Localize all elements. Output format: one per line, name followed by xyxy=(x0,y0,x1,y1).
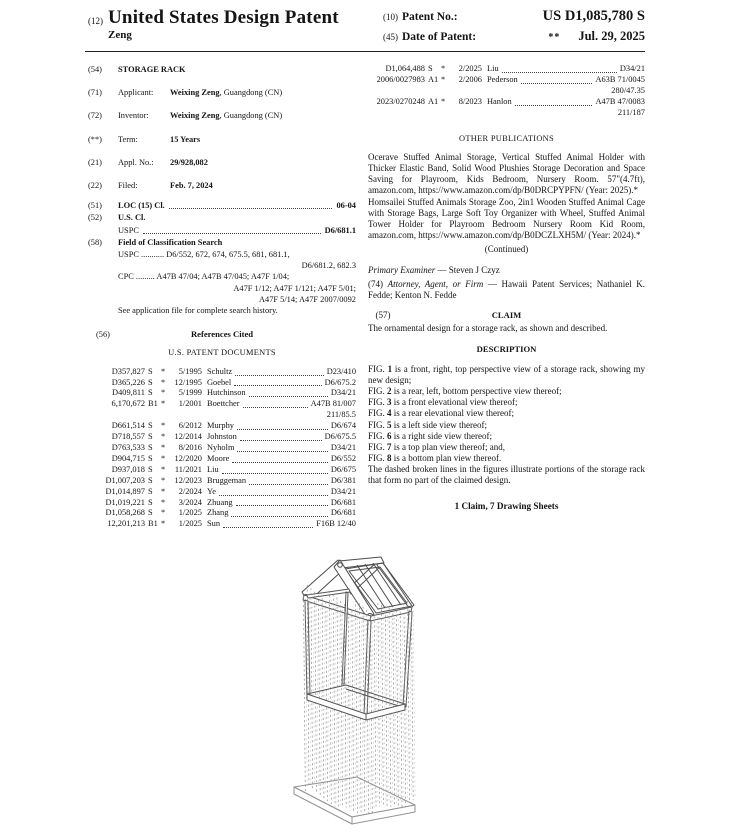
field-uspc-line: D6/681.2, 682.3 xyxy=(301,261,356,271)
dot-leader xyxy=(243,407,308,408)
fig-number: 5 xyxy=(384,419,392,430)
kind-code: (12) xyxy=(88,16,103,26)
reference-date: 2/2025 xyxy=(458,64,482,73)
claim-heading xyxy=(368,310,645,321)
continued-note: (Continued) xyxy=(484,244,529,255)
other-publications-heading: OTHER PUBLICATIONS xyxy=(459,133,554,143)
reference-number: D1,007,203 xyxy=(105,475,145,485)
reference-date: 12/2014 xyxy=(174,432,202,442)
field-appl-no xyxy=(88,157,356,168)
dot-leader xyxy=(219,495,328,496)
reference-kind-code: S xyxy=(148,497,153,507)
reference-kind-code: S xyxy=(148,464,153,474)
patent-no-code: (10) xyxy=(383,12,398,22)
reference-classification: D34/21 xyxy=(330,388,356,398)
invention-title: STORAGE RACK xyxy=(118,65,186,74)
reference-kind-code: A1 xyxy=(428,74,439,84)
figure-description-line xyxy=(368,431,645,442)
fig-prefix: FIG. xyxy=(368,430,385,441)
reference-star: * xyxy=(161,453,166,463)
fig-number: 1 xyxy=(384,364,393,375)
dot-leader xyxy=(143,233,321,234)
reference-star: * xyxy=(161,388,166,398)
reference-star: * xyxy=(161,377,166,387)
reference-number: D661,514 xyxy=(111,421,145,431)
field-code: (52) xyxy=(88,213,102,223)
header-rule xyxy=(85,51,645,52)
reference-row xyxy=(88,443,356,454)
reference-star: * xyxy=(161,432,166,442)
reference-kind-code: S xyxy=(148,388,153,398)
uspc-value: D6/681.1 xyxy=(324,225,356,235)
reference-classification: D34/21 xyxy=(330,486,356,496)
primary-examiner-line xyxy=(368,265,645,276)
reference-row xyxy=(88,454,356,465)
reference-kind-code: S xyxy=(148,432,153,442)
fig-text: is a right side view thereof; xyxy=(391,430,492,441)
figure-description-line xyxy=(368,453,645,464)
field-code: (54) xyxy=(88,65,102,74)
reference-classification: A47B 47/0083 xyxy=(595,96,645,106)
reference-number: D409,811 xyxy=(112,388,145,398)
applicant-location: , Guangdong (CN) xyxy=(219,88,283,98)
reference-row xyxy=(88,378,356,389)
publication-reference: Homsailei Stuffed Animals Storage Zoo, 2in1 Wooden Stuffed Animal Cage with Storage Bags, Large Soft Toy Organizer with Wheel, Stuffed Animal Tower Holder for Playroom Bedroom Nursery Room Kid Room, amazon.com, https://www.amazon.com/dp/B0DCZLXH5M/ (Year: 2024).* xyxy=(368,197,645,241)
inventor-surname: Zeng xyxy=(108,29,132,41)
reference-classification: D6/674 xyxy=(330,421,356,431)
reference-classification: F16B 12/40 xyxy=(316,519,356,529)
reference-date: 1/2025 xyxy=(178,519,202,529)
reference-name: Zhuang xyxy=(207,497,233,507)
inventor-location: , Guangdong (CN) xyxy=(219,111,283,121)
reference-classification: D6/552 xyxy=(330,453,356,463)
reference-kind-code: S xyxy=(148,475,153,485)
dot-leader xyxy=(236,505,328,506)
reference-classification: 211/85.5 xyxy=(326,410,356,420)
figure-description-line xyxy=(368,397,645,408)
reference-classification: D34/21 xyxy=(330,443,356,452)
dot-leader xyxy=(237,451,327,452)
dot-leader xyxy=(234,385,321,386)
references-heading xyxy=(88,329,356,340)
field-term xyxy=(88,134,356,145)
reference-star: * xyxy=(161,475,166,485)
classification-block xyxy=(88,200,356,316)
reference-date: 2/2006 xyxy=(458,74,482,84)
field-code: (**) xyxy=(88,134,102,144)
reference-classification: D6/675.5 xyxy=(324,432,356,442)
reference-name: Bruggeman xyxy=(207,475,247,485)
fig-prefix: FIG. xyxy=(368,397,385,408)
us-patent-documents-heading: U.S. PATENT DOCUMENTS xyxy=(168,348,276,358)
storage-rack-perspective-figure xyxy=(254,556,500,833)
reference-name: Schultz xyxy=(207,366,233,376)
fig-number: 2 xyxy=(384,386,392,397)
field-code: (57) xyxy=(375,309,391,320)
loc-value: 06-04 xyxy=(336,201,356,211)
reference-classification: D6/675.2 xyxy=(324,377,356,387)
attorney-label: Attorney, Agent, or Firm xyxy=(387,278,484,289)
reference-name: Nyholm xyxy=(207,443,235,452)
field-cpc-line: CPC ......... A47B 47/04; A47B 47/045; A47F 1/04; xyxy=(118,272,290,282)
fig-number: 6 xyxy=(384,430,392,441)
reference-number: D365,226 xyxy=(111,377,145,387)
reference-kind-code: S xyxy=(148,443,153,452)
dot-leader xyxy=(223,527,313,528)
inventor-name: Weixing Zeng xyxy=(170,111,220,121)
reference-name: Hanlon xyxy=(487,96,512,106)
dot-leader xyxy=(521,83,593,84)
reference-kind-code: S xyxy=(148,453,153,463)
inventor-label: Inventor: xyxy=(118,111,149,121)
base-board xyxy=(294,777,415,824)
reference-name: Sun xyxy=(207,519,221,529)
figure-description-line xyxy=(368,386,645,397)
patent-date: Jul. 29, 2025 xyxy=(578,29,645,43)
figure-description-line xyxy=(368,408,645,419)
reference-row-continuation xyxy=(368,108,645,119)
field-search-row xyxy=(88,237,356,248)
loc-class-row xyxy=(88,200,356,211)
reference-date: 1/2001 xyxy=(178,399,202,409)
reference-classification: D34/21 xyxy=(619,64,645,73)
field-code: (56) xyxy=(96,330,110,340)
term-stars: ** xyxy=(548,32,561,43)
attorney-names: — Hawaii Patent Services; Nathaniel K. Fedde; Kenton N. Fedde xyxy=(368,278,646,300)
fig-number: 4 xyxy=(384,408,392,419)
description-title: DESCRIPTION xyxy=(476,343,537,354)
primary-examiner-name: — Steven J Czyz xyxy=(437,265,500,276)
field-code: (72) xyxy=(88,111,102,121)
reference-date: 1/2025 xyxy=(178,508,202,518)
reference-row-continuation xyxy=(368,86,645,97)
field-uspc-line: USPC ........... D6/552, 672, 674, 675.5, 681, 681.1, xyxy=(118,250,290,260)
description-heading xyxy=(368,344,645,355)
patent-number: US D1,085,780 S xyxy=(542,8,645,24)
reference-name: Moore xyxy=(207,453,230,463)
field-code: (71) xyxy=(88,88,102,98)
reference-row xyxy=(368,97,645,108)
dot-leader xyxy=(235,375,324,376)
claim-title: CLAIM xyxy=(491,309,522,320)
field-filed xyxy=(88,180,356,191)
reference-date: 12/2023 xyxy=(174,475,202,485)
reference-number: D904,715 xyxy=(111,453,145,463)
uspc-label: USPC xyxy=(118,225,139,235)
dot-leader xyxy=(231,516,327,517)
fig-prefix: FIG. xyxy=(368,364,385,375)
reference-classification: D6/675 xyxy=(330,464,356,474)
fig-text: is a left side view thereof; xyxy=(391,419,487,430)
field-code: (51) xyxy=(88,201,102,211)
reference-row xyxy=(368,64,645,75)
dot-leader xyxy=(240,440,322,441)
us-class-row xyxy=(88,212,356,223)
reference-kind-code: A1 xyxy=(428,96,439,106)
reference-classification: D6/681 xyxy=(330,497,356,507)
patent-header xyxy=(88,8,645,48)
reference-number: 12,201,213 xyxy=(107,519,145,529)
applicant-name: Weixing Zeng xyxy=(170,88,220,98)
reference-number: D718,557 xyxy=(111,432,145,442)
reference-row xyxy=(88,476,356,487)
filed-label: Filed: xyxy=(118,181,138,191)
primary-examiner-label: Primary Examiner xyxy=(368,265,436,276)
reference-row xyxy=(88,498,356,509)
reference-star: * xyxy=(441,96,446,106)
reference-row xyxy=(88,432,356,443)
reference-number: D357,827 xyxy=(111,366,145,376)
attorney-line xyxy=(368,279,645,301)
reference-name: Murphy xyxy=(207,421,234,431)
reference-star: * xyxy=(161,464,166,474)
reference-star: * xyxy=(161,399,166,409)
reference-star: * xyxy=(161,366,166,376)
fig-number: 7 xyxy=(384,441,392,452)
figure-description-line xyxy=(368,420,645,431)
term-value: 15 Years xyxy=(170,134,201,144)
reference-row xyxy=(88,508,356,519)
fig-text: is a rear elevational view thereof; xyxy=(391,408,514,419)
term-label: Term: xyxy=(118,134,138,144)
fig-number: 3 xyxy=(384,397,392,408)
us-patent-table-right xyxy=(368,64,645,119)
claim-text: The ornamental design for a storage rack, as shown and described. xyxy=(368,322,608,333)
reference-star: * xyxy=(441,74,446,84)
fig-prefix: FIG. xyxy=(368,408,385,419)
field-inventor xyxy=(88,110,356,121)
reference-kind-code: S xyxy=(428,64,433,73)
dot-leader xyxy=(237,429,328,430)
date-code: (45) xyxy=(383,32,398,42)
reference-kind-code: B1 xyxy=(148,519,158,529)
publication-reference: Ocerave Stuffed Animal Storage, Vertical Stuffed Animal Holder with Thicker Elastic Band, Solid Wood Plushies Storage Decoration and Space Saving for Playroom, Kids Bedroom, Nursery Room. 57"(4.7ft), amazon.com, https://www.amazon.com/dp/B0DRCPYPFN/ (Year: 2025).* xyxy=(368,151,645,195)
reference-number: D1,019,221 xyxy=(105,497,145,507)
reference-classification: 280/47.35 xyxy=(611,85,645,95)
figure-storage-rack-drawing xyxy=(254,556,500,833)
reference-number: D1,058,268 xyxy=(105,508,145,518)
field-code: (22) xyxy=(88,181,102,191)
reference-row xyxy=(368,75,645,86)
reference-row xyxy=(88,367,356,378)
field-applicant xyxy=(88,87,356,98)
appl-number: 29/928,082 xyxy=(170,157,208,167)
dot-leader xyxy=(169,208,333,209)
broken-lines-note: The dashed broken lines in the figures illustrate portions of the storage rack that form no part of the claimed design. xyxy=(368,463,645,485)
reference-name: Liu xyxy=(207,464,219,474)
inventor-value xyxy=(170,110,282,121)
reference-classification: D6/681 xyxy=(330,508,356,518)
applicant-label: Applicant: xyxy=(118,88,154,98)
reference-number: 2006/0027983 xyxy=(376,74,425,84)
reference-kind-code: S xyxy=(148,377,153,387)
reference-date: 12/2020 xyxy=(174,453,202,463)
dot-leader xyxy=(232,462,328,463)
reference-name: Pederson xyxy=(487,74,518,84)
reference-date: 3/2024 xyxy=(178,497,202,507)
reference-row xyxy=(88,487,356,498)
us-patent-table-left xyxy=(88,367,356,531)
reference-row xyxy=(88,519,356,530)
reference-number: 2023/0270248 xyxy=(376,96,425,106)
reference-name: Goebel xyxy=(207,377,232,387)
reference-classification: 211/187 xyxy=(617,107,645,117)
patent-number-row xyxy=(383,8,645,25)
reference-kind-code: S xyxy=(148,508,153,518)
field-code: (58) xyxy=(88,237,102,247)
dot-leader xyxy=(515,105,593,106)
fig-prefix: FIG. xyxy=(368,441,385,452)
left-column xyxy=(88,64,356,530)
fig-number: 8 xyxy=(384,452,392,463)
uscl-label: U.S. Cl. xyxy=(118,213,146,223)
reference-classification: A47B 81/007 xyxy=(310,399,356,409)
reference-date: 5/1999 xyxy=(178,388,202,398)
reference-date: 6/2012 xyxy=(178,421,202,431)
reference-star: * xyxy=(161,519,166,529)
date-label: Date of Patent: xyxy=(402,31,477,43)
fig-text: is a rear, left, bottom perspective view thereof; xyxy=(391,386,562,397)
loc-label: LOC (15) Cl. xyxy=(118,201,165,211)
document-title: United States Design Patent xyxy=(108,7,339,28)
search-history-note: See application file for complete search history. xyxy=(118,306,278,316)
claims-drawing-sheets-line: 1 Claim, 7 Drawing Sheets xyxy=(454,501,559,512)
reference-star: * xyxy=(161,443,166,452)
reference-kind-code: S xyxy=(148,421,153,431)
reference-star: * xyxy=(161,508,166,518)
reference-row-continuation xyxy=(88,410,356,421)
reference-number: D1,014,897 xyxy=(105,486,145,496)
uspc-row xyxy=(88,225,356,236)
fig-prefix: FIG. xyxy=(368,452,385,463)
reference-star: * xyxy=(441,64,446,73)
reference-row xyxy=(88,465,356,476)
publication-list xyxy=(368,152,645,242)
reference-name: Boettcher xyxy=(207,399,240,409)
reference-row xyxy=(88,388,356,399)
dot-leader xyxy=(249,396,328,397)
field-code: (74) xyxy=(368,278,383,289)
field-title xyxy=(88,64,356,75)
reference-name: Hutchinson xyxy=(207,388,246,398)
dot-leader xyxy=(249,484,328,485)
fig-prefix: FIG. xyxy=(368,419,385,430)
field-cpc-line: A47F 1/12; A47F 1/121; A47F 5/01; xyxy=(233,283,356,293)
filed-date: Feb. 7, 2024 xyxy=(170,181,213,191)
reference-date: 11/2021 xyxy=(174,464,202,474)
appl-label: Appl. No.: xyxy=(118,157,154,167)
reference-date: 8/2016 xyxy=(178,443,202,452)
right-column xyxy=(368,64,645,512)
reference-row xyxy=(88,421,356,432)
reference-number: D937,018 xyxy=(111,464,145,474)
reference-classification: D23/410 xyxy=(326,366,356,376)
patent-no-label: Patent No.: xyxy=(402,11,458,23)
dot-leader xyxy=(222,473,328,474)
reference-kind-code: B1 xyxy=(148,399,158,409)
reference-number: D1,064,488 xyxy=(385,64,425,73)
reference-star: * xyxy=(161,486,166,496)
reference-number: 6,170,672 xyxy=(111,399,145,409)
figure-description-line xyxy=(368,442,645,453)
reference-star: * xyxy=(161,497,166,507)
applicant-value xyxy=(170,87,282,98)
fig-text: is a front, right, top perspective view of a storage rack, showing my new design; xyxy=(368,364,646,386)
reference-number: D763,533 xyxy=(111,443,145,452)
reference-name: Zhang xyxy=(207,508,229,518)
field-cpc-line: A47F 5/14; A47F 2007/0092 xyxy=(258,294,356,304)
dot-leader xyxy=(502,72,617,73)
reference-kind-code: S xyxy=(148,366,153,376)
reference-date: 8/2023 xyxy=(458,96,482,106)
reference-date: 5/1995 xyxy=(178,366,202,376)
reference-name: Liu xyxy=(487,64,499,73)
reference-classification: A63B 71/0045 xyxy=(595,74,645,84)
fig-prefix: FIG. xyxy=(368,386,385,397)
fig-text: is a front elevational view thereof; xyxy=(391,397,518,408)
reference-date: 2/2024 xyxy=(178,486,202,496)
figure-descriptions xyxy=(368,364,645,464)
fig-text: is a top plan view thereof; and, xyxy=(391,441,505,452)
reference-date: 12/1995 xyxy=(174,377,202,387)
field-code: (21) xyxy=(88,157,102,167)
references-title: References Cited xyxy=(190,329,254,340)
patent-date-row xyxy=(383,29,645,44)
reference-classification: D6/381 xyxy=(330,475,356,485)
fig-text: is a bottom plan view thereof. xyxy=(391,452,502,463)
field-search-label: Field of Classification Search xyxy=(118,237,223,247)
reference-kind-code: S xyxy=(148,486,153,496)
reference-name: Johnston xyxy=(207,432,237,442)
reference-name: Ye xyxy=(207,486,216,496)
reference-star: * xyxy=(161,421,166,431)
reference-row xyxy=(88,399,356,410)
figure-description-line xyxy=(368,364,645,386)
